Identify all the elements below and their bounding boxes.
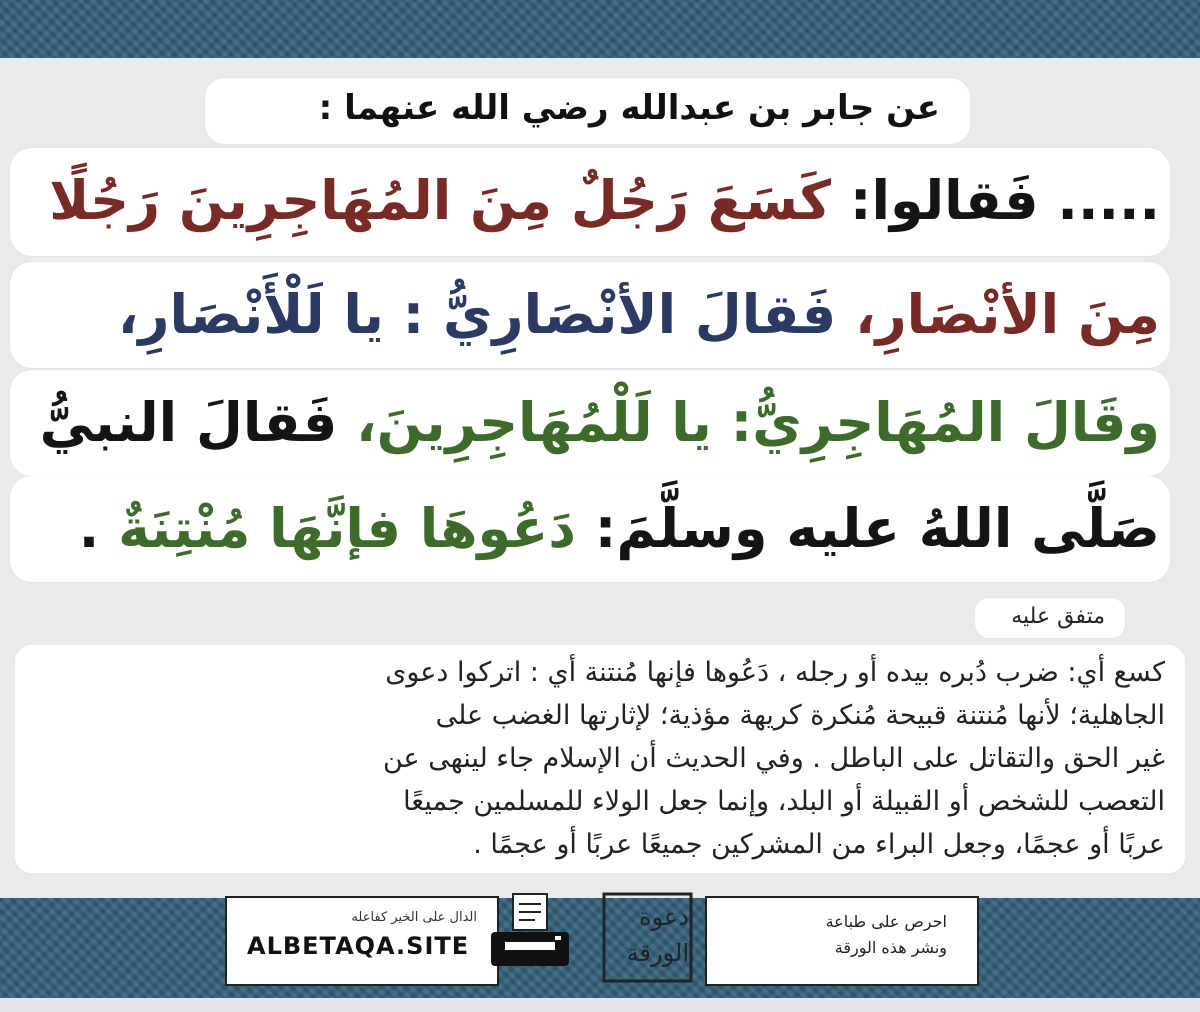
hadith-line-2-part-2: فَقالَ الأنْصَارِيُّ : يا لَلْأَنْصَارِ، xyxy=(117,283,837,346)
footer-site-box xyxy=(225,896,499,986)
narrator-text: عن جابر بن عبدالله رضي الله عنهما : xyxy=(318,88,940,128)
hadith-line-1-part-2: كَسَعَ رَجُلٌ مِنَ المُهَاجِرِينَ رَجُلًا xyxy=(49,169,832,232)
footer-site-link[interactable]: ALBETAQA.SITE xyxy=(247,932,470,960)
hadith-line-4-part-2: دَعُوهَا فإنَّهَا مُنْتِنَةٌ xyxy=(118,497,576,560)
hadith-line-4 xyxy=(10,476,1170,582)
hadith-line-4-text xyxy=(79,484,1160,574)
hadith-line-2-part-1: مِنَ الأنْصَارِ، xyxy=(836,283,1160,346)
top-decorative-band xyxy=(0,0,1200,58)
hadith-line-1-part-1: ..... فَقالوا: xyxy=(831,169,1160,232)
footer-slogan: الدال على الخير كفاعله xyxy=(351,910,477,925)
source-text: متفق عليه xyxy=(1011,604,1105,629)
narrator-header xyxy=(205,78,970,144)
hadith-line-1-text xyxy=(49,156,1160,246)
printer-icon xyxy=(485,890,575,980)
explanation-box xyxy=(15,645,1185,873)
explanation-line-4: التعصب للشخص أو القبيلة أو البلد، وإنما جعل الولاء للمسلمين جميعًا xyxy=(403,786,1165,817)
logo-line-1: دعوة xyxy=(639,903,689,931)
hadith-line-4-part-3: . xyxy=(78,497,119,560)
footer-print-line-2: ونشر هذه الورقة xyxy=(834,938,947,957)
footer-print-box xyxy=(705,896,979,986)
explanation-line-2: الجاهلية؛ لأنها مُنتنة قبيحة مُنكرة كريهة مؤذية؛ لإثارتها الغضب على xyxy=(435,700,1165,731)
explanation-line-5: عربًا أو عجمًا، وجعل البراء من المشركين جميعًا عربًا أو عجمًا . xyxy=(473,829,1165,860)
hadith-line-1 xyxy=(10,148,1170,256)
hadith-line-3 xyxy=(10,370,1170,476)
brand-logo xyxy=(600,890,695,985)
logo-line-2: الورقة xyxy=(626,939,689,967)
source-badge xyxy=(975,598,1125,638)
hadith-line-3-part-1: وقَالَ المُهَاجِرِيُّ: يا لَلْمُهَاجِرِينَ، xyxy=(337,391,1160,454)
explanation-line-1: كسع أي: ضرب دُبره بيده أو رجله ، دَعُوها فإنها مُنتنة أي : اتركوا دعوى xyxy=(385,657,1165,688)
hadith-line-3-text xyxy=(40,378,1160,468)
hadith-line-4-part-1: صَلَّى اللهُ عليه وسلَّمَ: xyxy=(575,497,1160,560)
hadith-line-3-part-2: فَقالَ النبيُّ xyxy=(39,391,338,454)
footer-print-line-1: احرص على طباعة xyxy=(825,912,947,931)
hadith-line-2 xyxy=(10,262,1170,368)
explanation-line-3: غير الحق والتقاتل على الباطل . وفي الحديث أن الإسلام جاء لينهى عن xyxy=(383,743,1165,774)
hadith-line-2-text xyxy=(118,270,1160,360)
